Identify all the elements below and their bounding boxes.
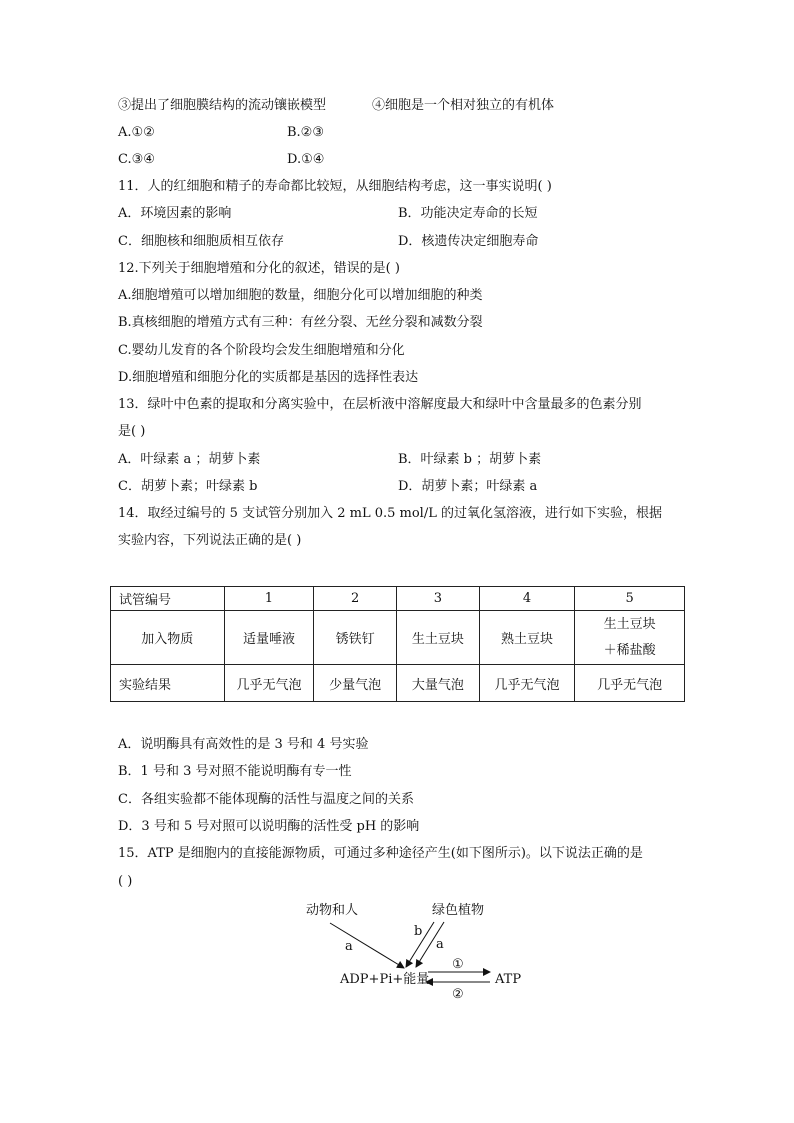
label-animals-humans: 动物和人 — [306, 903, 359, 918]
equation-adp: ADP+Pi+能量 — [340, 972, 430, 987]
table-cell: 2 — [314, 587, 397, 611]
label-atp: ATP — [495, 972, 522, 987]
q14-option-a: A．说明酶具有高效性的是 3 号和 4 号实验 — [118, 737, 369, 752]
table-cell: 大量气泡 — [396, 665, 479, 702]
q11-option-d: D．核遗传决定细胞寿命 — [398, 234, 539, 249]
table-cell: 加入物质 — [111, 611, 225, 665]
label-green-plants: 绿色植物 — [432, 903, 485, 918]
label-a-left: a — [345, 939, 353, 954]
experiment-table — [110, 586, 685, 702]
q12-option-c: C.婴幼儿发育的各个阶段均会发生细胞增殖和分化 — [118, 343, 405, 358]
q10-option-b: B.②③ — [287, 125, 324, 140]
q13-option-b: B．叶绿素 b ；胡萝卜素 — [398, 452, 542, 467]
q11-stem: 11．人的红细胞和精子的寿命都比较短，从细胞结构考虑，这一事实说明( ) — [118, 179, 552, 194]
label-reaction-2: ② — [452, 987, 464, 1002]
table-cell-line: 生土豆块 — [603, 616, 656, 632]
table-cell: 生土豆块 — [396, 611, 479, 665]
table-cell: 3 — [396, 587, 479, 611]
q10-option-c: C.③④ — [118, 152, 155, 167]
table-cell: 4 — [479, 587, 575, 611]
table-cell: 1 — [224, 587, 314, 611]
table-cell: 几乎无气泡 — [575, 665, 685, 702]
q14-stem-line1: 14．取经过编号的 5 支试管分别加入 2 mL 0.5 mol/L 的过氧化氢溶液，进行如下实验，根据 — [118, 506, 662, 521]
q14-option-c: C．各组实验都不能体现酶的活性与温度之间的关系 — [118, 792, 414, 807]
q13-option-c: C．胡萝卜素；叶绿素 b — [118, 479, 258, 494]
q13-option-a: A．叶绿素 a ；胡萝卜素 — [118, 452, 261, 467]
q14-stem-line2: 实验内容，下列说法正确的是( ) — [118, 533, 302, 548]
table-cell: 5 — [575, 587, 685, 611]
q11-option-a: A．环境因素的影响 — [118, 206, 232, 221]
q11-option-b: B．功能决定寿命的长短 — [398, 206, 538, 221]
table-cell — [575, 611, 685, 665]
arrow-a-left — [330, 923, 404, 968]
table-cell: 几乎无气泡 — [479, 665, 575, 702]
q14-option-b: B．1 号和 3 号对照不能说明酶有专一性 — [118, 764, 352, 779]
q12-stem: 12.下列关于细胞增殖和分化的叙述，错误的是( ) — [118, 261, 400, 276]
label-b: b — [414, 924, 423, 939]
label-reaction-1: ① — [452, 957, 464, 972]
table-row — [111, 665, 685, 702]
table-row — [111, 611, 685, 665]
table-cell: 实验结果 — [111, 665, 225, 702]
q15-stem-line2: ( ) — [118, 874, 133, 889]
q15-stem-line1: 15．ATP 是细胞内的直接能源物质，可通过多种途径产生(如下图所示)。以下说法正确的是 — [118, 846, 643, 861]
q13-option-d: D．胡萝卜素；叶绿素 a — [398, 479, 538, 494]
q10-option-a: A.①② — [118, 125, 155, 140]
table-cell: 少量气泡 — [314, 665, 397, 702]
q13-stem-line2: 是( ) — [118, 424, 146, 439]
q12-option-a: A.细胞增殖可以增加细胞的数量，细胞分化可以增加细胞的种类 — [118, 288, 483, 303]
atp-diagram — [300, 895, 560, 1010]
q10-statement-4: ④细胞是一个相对独立的有机体 — [372, 98, 555, 113]
q12-option-b: B.真核细胞的增殖方式有三种：有丝分裂、无丝分裂和减数分裂 — [118, 315, 483, 330]
table-cell: 适量唾液 — [224, 611, 314, 665]
q10-option-d: D.①④ — [287, 152, 325, 167]
table-cell: 几乎无气泡 — [224, 665, 314, 702]
table-header-row — [111, 587, 685, 611]
table-cell: 试管编号 — [111, 587, 225, 611]
q14-option-d: D．3 号和 5 号对照可以说明酶的活性受 pH 的影响 — [118, 819, 420, 834]
table-cell: 锈铁钉 — [314, 611, 397, 665]
table-cell: 熟土豆块 — [479, 611, 575, 665]
label-a-right: a — [436, 937, 444, 952]
q10-statement-3: ③提出了细胞膜结构的流动镶嵌模型 — [118, 98, 327, 113]
table-cell-line: ＋稀盐酸 — [603, 642, 656, 658]
q11-option-c: C．细胞核和细胞质相互依存 — [118, 234, 284, 249]
q12-option-d: D.细胞增殖和细胞分化的实质都是基因的选择性表达 — [118, 370, 419, 385]
q13-stem-line1: 13．绿叶中色素的提取和分离实验中，在层析液中溶解度最大和绿叶中含量最多的色素分别 — [118, 397, 642, 412]
